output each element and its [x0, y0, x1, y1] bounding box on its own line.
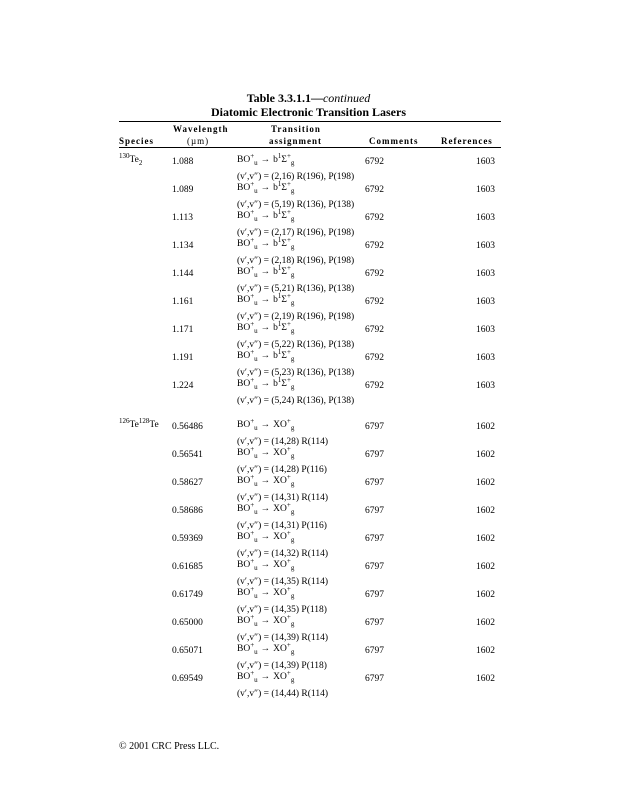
wavelength-cell: 1.089 — [172, 185, 194, 195]
reference-cell: 1602 — [476, 422, 495, 432]
comment-cell: 6797 — [365, 618, 384, 628]
header-wavelength-2: (µm) — [187, 136, 210, 146]
comment-cell: 6797 — [365, 590, 384, 600]
reference-cell: 1603 — [476, 325, 495, 335]
wavelength-cell: 1.161 — [172, 297, 194, 307]
table-subtitle: Diatomic Electronic Transition Lasers — [211, 105, 406, 119]
comment-cell: 6792 — [365, 269, 384, 279]
transition-cell: $BO^+_u \to XO^+_g$ — [237, 500, 295, 516]
copyright-footer: © 2001 CRC Press LLC. — [119, 741, 220, 752]
vibrational-assignment: (v′,v″) = (14,31) R(114) — [237, 493, 328, 503]
comment-cell: 6797 — [365, 478, 384, 488]
wavelength-cell: 1.088 — [172, 157, 194, 167]
species-mass: 126 — [119, 416, 130, 425]
reference-cell: 1602 — [476, 674, 495, 684]
vibrational-assignment: (v′,v″) = (5,22) R(136), P(138) — [237, 340, 355, 350]
vibrational-assignment: (v′,v″) = (5,19) R(136), P(138) — [237, 200, 355, 210]
comment-cell: 6797 — [365, 534, 384, 544]
vibrational-assignment: (v′,v″) = (2,18) R(196), P(198) — [237, 256, 355, 266]
transition-cell: $BO^+_u \to b^1\Sigma^+_g$ — [237, 235, 295, 251]
species-element: Te — [129, 155, 139, 165]
vibrational-assignment: (v′,v″) = (14,35) P(118) — [237, 605, 327, 615]
wavelength-cell: 0.65000 — [172, 618, 203, 628]
transition-cell: $BO^+_u \to XO^+_g$ — [237, 668, 295, 684]
wavelength-cell: 0.59369 — [172, 534, 203, 544]
vibrational-assignment: (v′,v″) = (14,28) R(114) — [237, 437, 328, 447]
transition-cell: $BO^+_u \to XO^+_g$ — [237, 640, 295, 656]
reference-cell: 1603 — [476, 157, 495, 167]
header-transition-1: Transition — [271, 124, 321, 134]
comment-cell: 6792 — [365, 297, 384, 307]
header-transition-2: assignment — [269, 136, 323, 146]
reference-cell: 1603 — [476, 353, 495, 363]
wavelength-cell: 0.65071 — [172, 646, 203, 656]
transition-cell: $BO^+_u \to XO^+_g$ — [237, 556, 295, 572]
transition-cell: $BO^+_u \to b^1\Sigma^+_g$ — [237, 347, 295, 363]
transition-cell: $BO^+_u \to XO^+_g$ — [237, 416, 295, 432]
comment-cell: 6792 — [365, 353, 384, 363]
transition-cell: $BO^+_u \to b^1\Sigma^+_g$ — [237, 207, 295, 223]
reference-cell: 1603 — [476, 269, 495, 279]
wavelength-cell: 1.224 — [172, 381, 194, 391]
transition-cell: $BO^+_u \to XO^+_g$ — [237, 528, 295, 544]
reference-cell: 1603 — [476, 241, 495, 251]
comment-cell: 6797 — [365, 562, 384, 572]
species-mass: 130 — [119, 151, 130, 160]
reference-cell: 1602 — [476, 618, 495, 628]
vibrational-assignment: (v′,v″) = (14,35) R(114) — [237, 577, 328, 587]
vibrational-assignment: (v′,v″) = (2,16) R(196), P(198) — [237, 172, 355, 182]
vibrational-assignment: (v′,v″) = (5,23) R(136), P(138) — [237, 368, 355, 378]
wavelength-cell: 1.144 — [172, 269, 194, 279]
header-top-rule — [119, 121, 501, 122]
wavelength-cell: 0.56541 — [172, 450, 203, 460]
species-label — [119, 416, 159, 431]
vibrational-assignment: (v′,v″) = (14,32) R(114) — [237, 549, 328, 559]
wavelength-cell: 1.134 — [172, 241, 194, 251]
comment-cell: 6792 — [365, 157, 384, 167]
reference-cell: 1602 — [476, 478, 495, 488]
reference-cell: 1603 — [476, 213, 495, 223]
table-title: Table 3.3.1.1—continued — [246, 91, 371, 105]
transition-cell: $BO^+_u \to b^1\Sigma^+_g$ — [237, 151, 295, 167]
comment-cell: 6797 — [365, 646, 384, 656]
transition-cell: $BO^+_u \to b^1\Sigma^+_g$ — [237, 319, 295, 335]
comment-cell: 6797 — [365, 506, 384, 516]
comment-cell: 6797 — [365, 422, 384, 432]
header-references: References — [441, 136, 493, 146]
wavelength-cell: 1.191 — [172, 353, 194, 363]
species-subscript: 2 — [138, 158, 143, 167]
comment-cell: 6797 — [365, 450, 384, 460]
comment-cell: 6792 — [365, 381, 384, 391]
vibrational-assignment: (v′,v″) = (5,21) R(136), P(138) — [237, 284, 355, 294]
transition-cell: $BO^+_u \to b^1\Sigma^+_g$ — [237, 375, 295, 391]
species-extra-mass: 128 — [138, 416, 150, 425]
species-element: Te — [129, 420, 139, 430]
comment-cell: 6792 — [365, 185, 384, 195]
comment-cell: 6792 — [365, 213, 384, 223]
vibrational-assignment: (v′,v″) = (2,17) R(196), P(198) — [237, 228, 355, 238]
wavelength-cell: 0.56486 — [172, 422, 203, 432]
vibrational-assignment: (v′,v″) = (14,39) P(118) — [237, 661, 327, 671]
header-bottom-rule — [119, 147, 501, 148]
vibrational-assignment: (v′,v″) = (5,24) R(136), P(138) — [237, 396, 355, 406]
header-wavelength-1: Wavelength — [173, 124, 229, 134]
header-comments: Comments — [369, 136, 419, 146]
vibrational-assignment: (v′,v″) = (14,39) R(114) — [237, 633, 328, 643]
vibrational-assignment: (v′,v″) = (2,19) R(196), P(198) — [237, 312, 355, 322]
reference-cell: 1602 — [476, 534, 495, 544]
transition-cell: $BO^+_u \to XO^+_g$ — [237, 472, 295, 488]
reference-cell: 1602 — [476, 590, 495, 600]
transition-cell: $BO^+_u \to b^1\Sigma^+_g$ — [237, 291, 295, 307]
wavelength-cell: 0.58686 — [172, 506, 203, 516]
wavelength-cell: 0.61749 — [172, 590, 203, 600]
reference-cell: 1602 — [476, 562, 495, 572]
species-label — [119, 151, 143, 167]
reference-cell: 1603 — [476, 381, 495, 391]
wavelength-cell: 0.61685 — [172, 562, 203, 572]
comment-cell: 6792 — [365, 241, 384, 251]
vibrational-assignment: (v′,v″) = (14,44) R(114) — [237, 689, 328, 699]
wavelength-cell: 1.113 — [172, 213, 194, 223]
wavelength-cell: 0.69549 — [172, 674, 203, 684]
comment-cell: 6792 — [365, 325, 384, 335]
reference-cell: 1602 — [476, 450, 495, 460]
vibrational-assignment: (v′,v″) = (14,28) P(116) — [237, 465, 327, 475]
transition-cell: $BO^+_u \to XO^+_g$ — [237, 612, 295, 628]
vibrational-assignment: (v′,v″) = (14,31) P(116) — [237, 521, 327, 531]
wavelength-cell: 0.58627 — [172, 478, 203, 488]
species-extra-element: Te — [149, 420, 159, 430]
reference-cell: 1603 — [476, 185, 495, 195]
transition-cell: $BO^+_u \to b^1\Sigma^+_g$ — [237, 179, 295, 195]
reference-cell: 1603 — [476, 297, 495, 307]
transition-cell: $BO^+_u \to b^1\Sigma^+_g$ — [237, 263, 295, 279]
wavelength-cell: 1.171 — [172, 325, 194, 335]
comment-cell: 6797 — [365, 674, 384, 684]
reference-cell: 1602 — [476, 506, 495, 516]
header-species: Species — [119, 136, 154, 146]
transition-cell: $BO^+_u \to XO^+_g$ — [237, 584, 295, 600]
reference-cell: 1602 — [476, 646, 495, 656]
transition-cell: $BO^+_u \to XO^+_g$ — [237, 444, 295, 460]
